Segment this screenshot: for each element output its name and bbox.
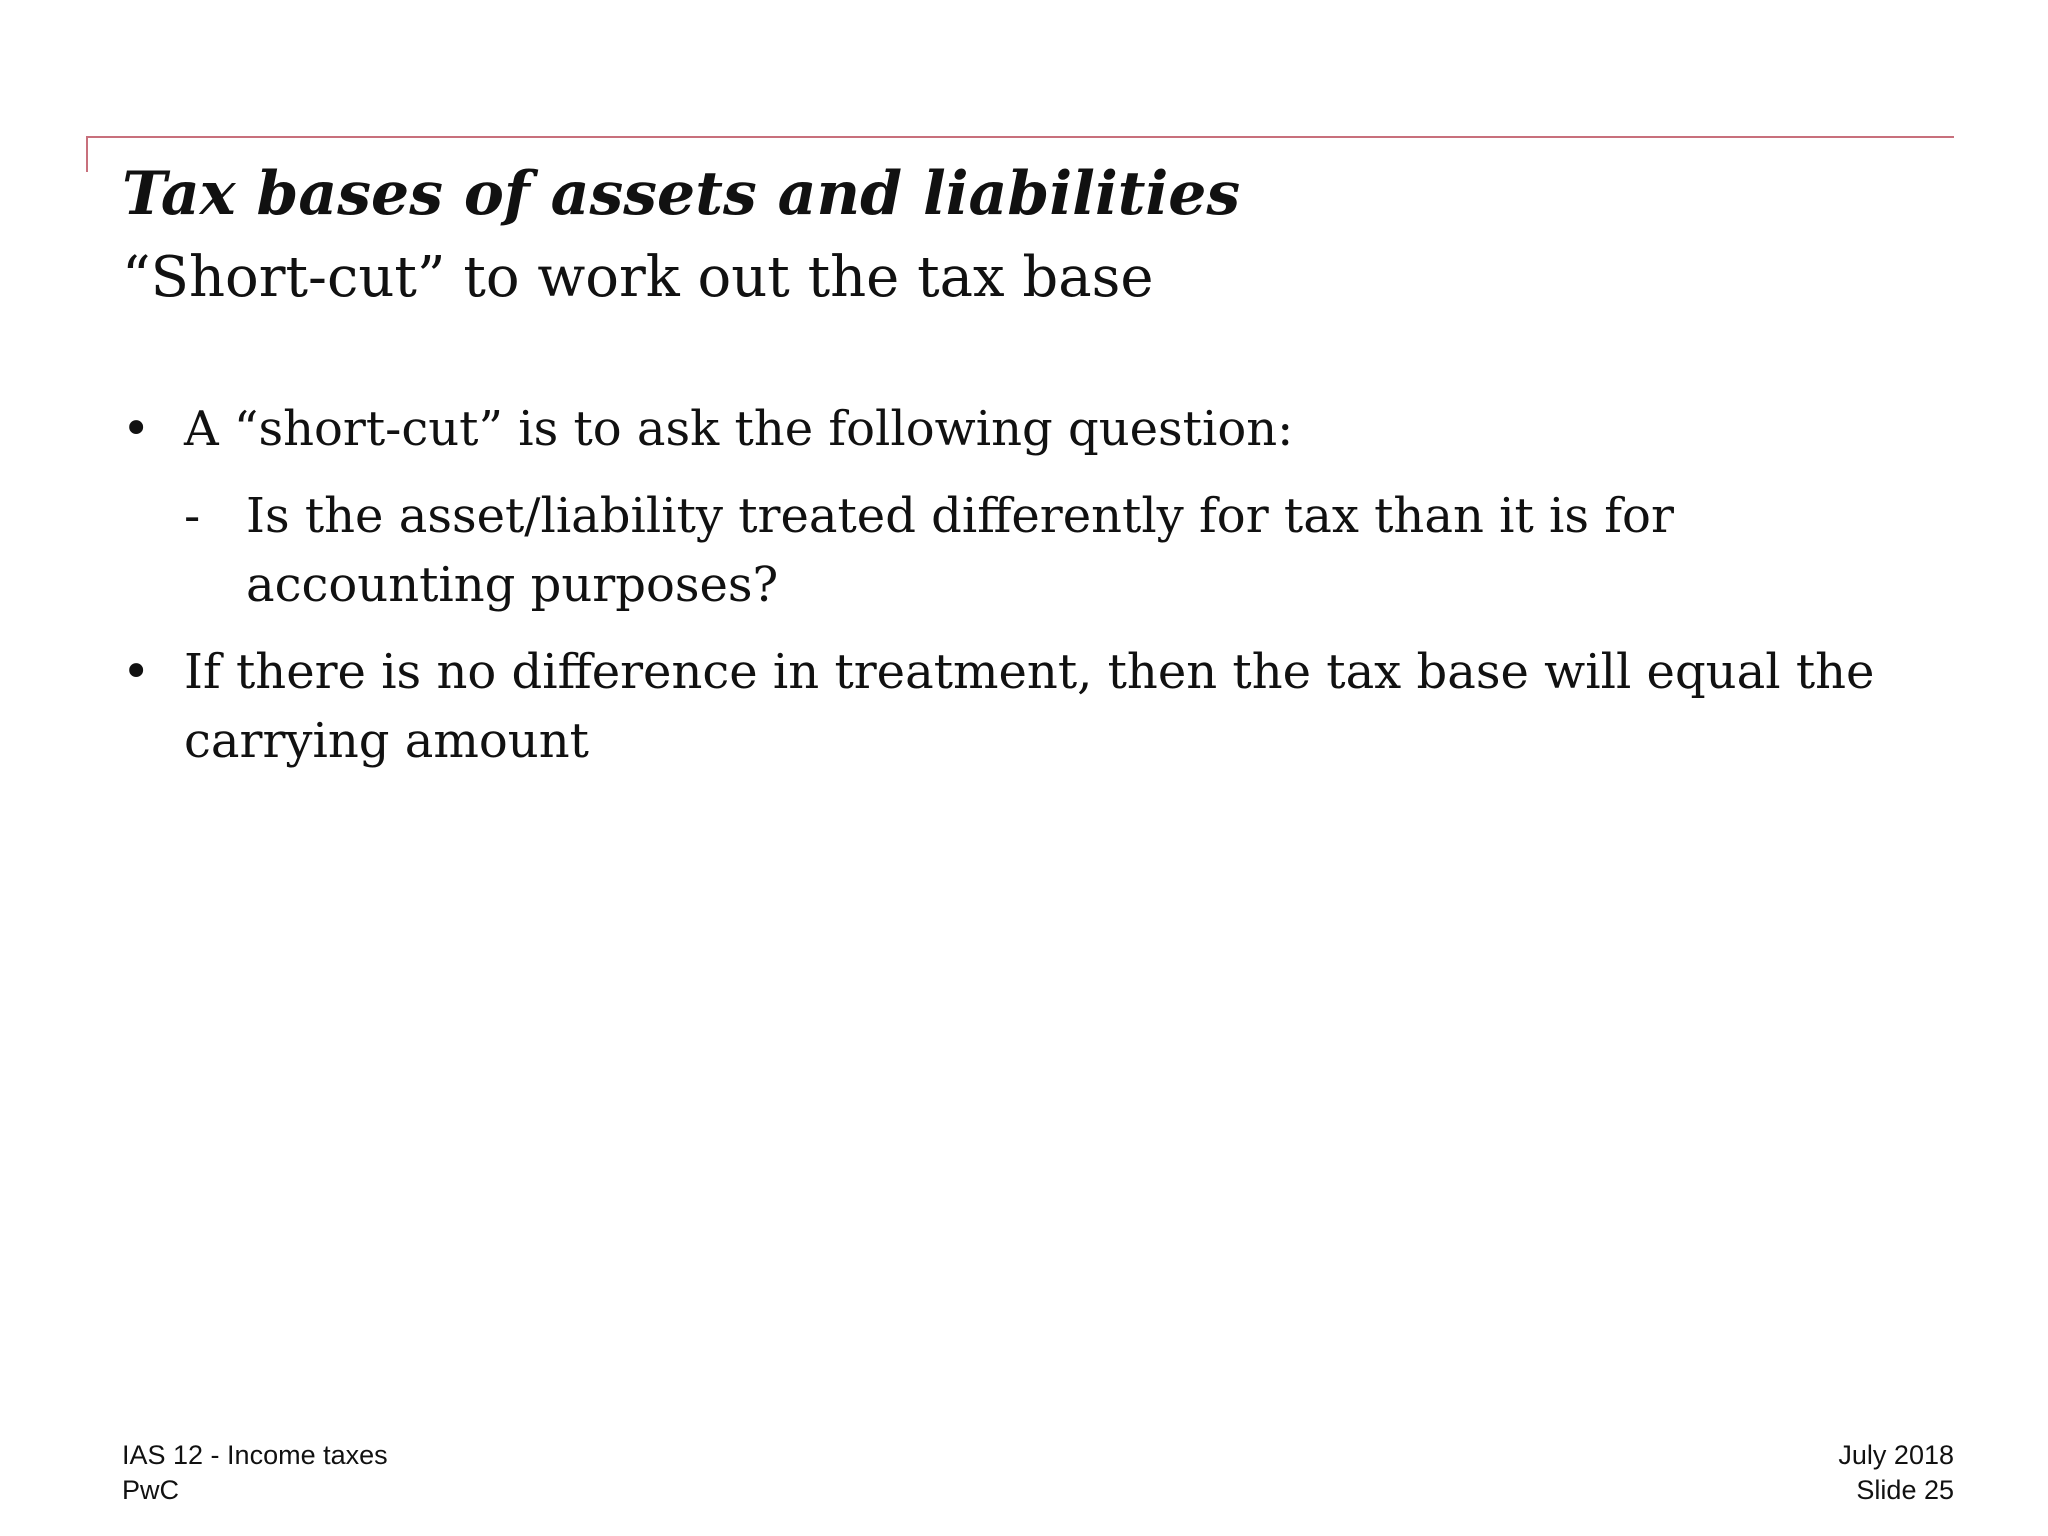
slide-title: Tax bases of assets and liabilities — [122, 159, 1241, 229]
bullet-item — [118, 395, 1958, 464]
sub-bullet-item — [118, 482, 1958, 620]
bullet-marker: • — [122, 644, 151, 700]
footer-document-title: IAS 12 - Income taxes — [122, 1440, 388, 1470]
slide-content — [118, 395, 1958, 794]
footer-slide-number: Slide 25 — [1856, 1475, 1954, 1505]
bullet-marker: • — [122, 401, 151, 457]
header-rule-corner — [86, 136, 88, 172]
bullet-item — [118, 638, 1958, 776]
footer-company: PwC — [122, 1475, 180, 1505]
bullet-text: If there is no difference in treatment, then the tax base will equal the carrying amount — [184, 644, 1875, 769]
footer-date: July 2018 — [1838, 1440, 1954, 1470]
bullet-text: A “short-cut” is to ask the following question: — [184, 401, 1294, 457]
footer-right — [1838, 1438, 1954, 1508]
slide-subtitle: “Short-cut” to work out the tax base — [122, 245, 1154, 310]
header-rule — [86, 136, 1954, 138]
footer-left — [122, 1438, 388, 1508]
sub-bullet-text: Is the asset/liability treated differently for tax than it is for accounting purposes? — [246, 488, 1674, 613]
sub-bullet-marker: - — [184, 488, 201, 544]
